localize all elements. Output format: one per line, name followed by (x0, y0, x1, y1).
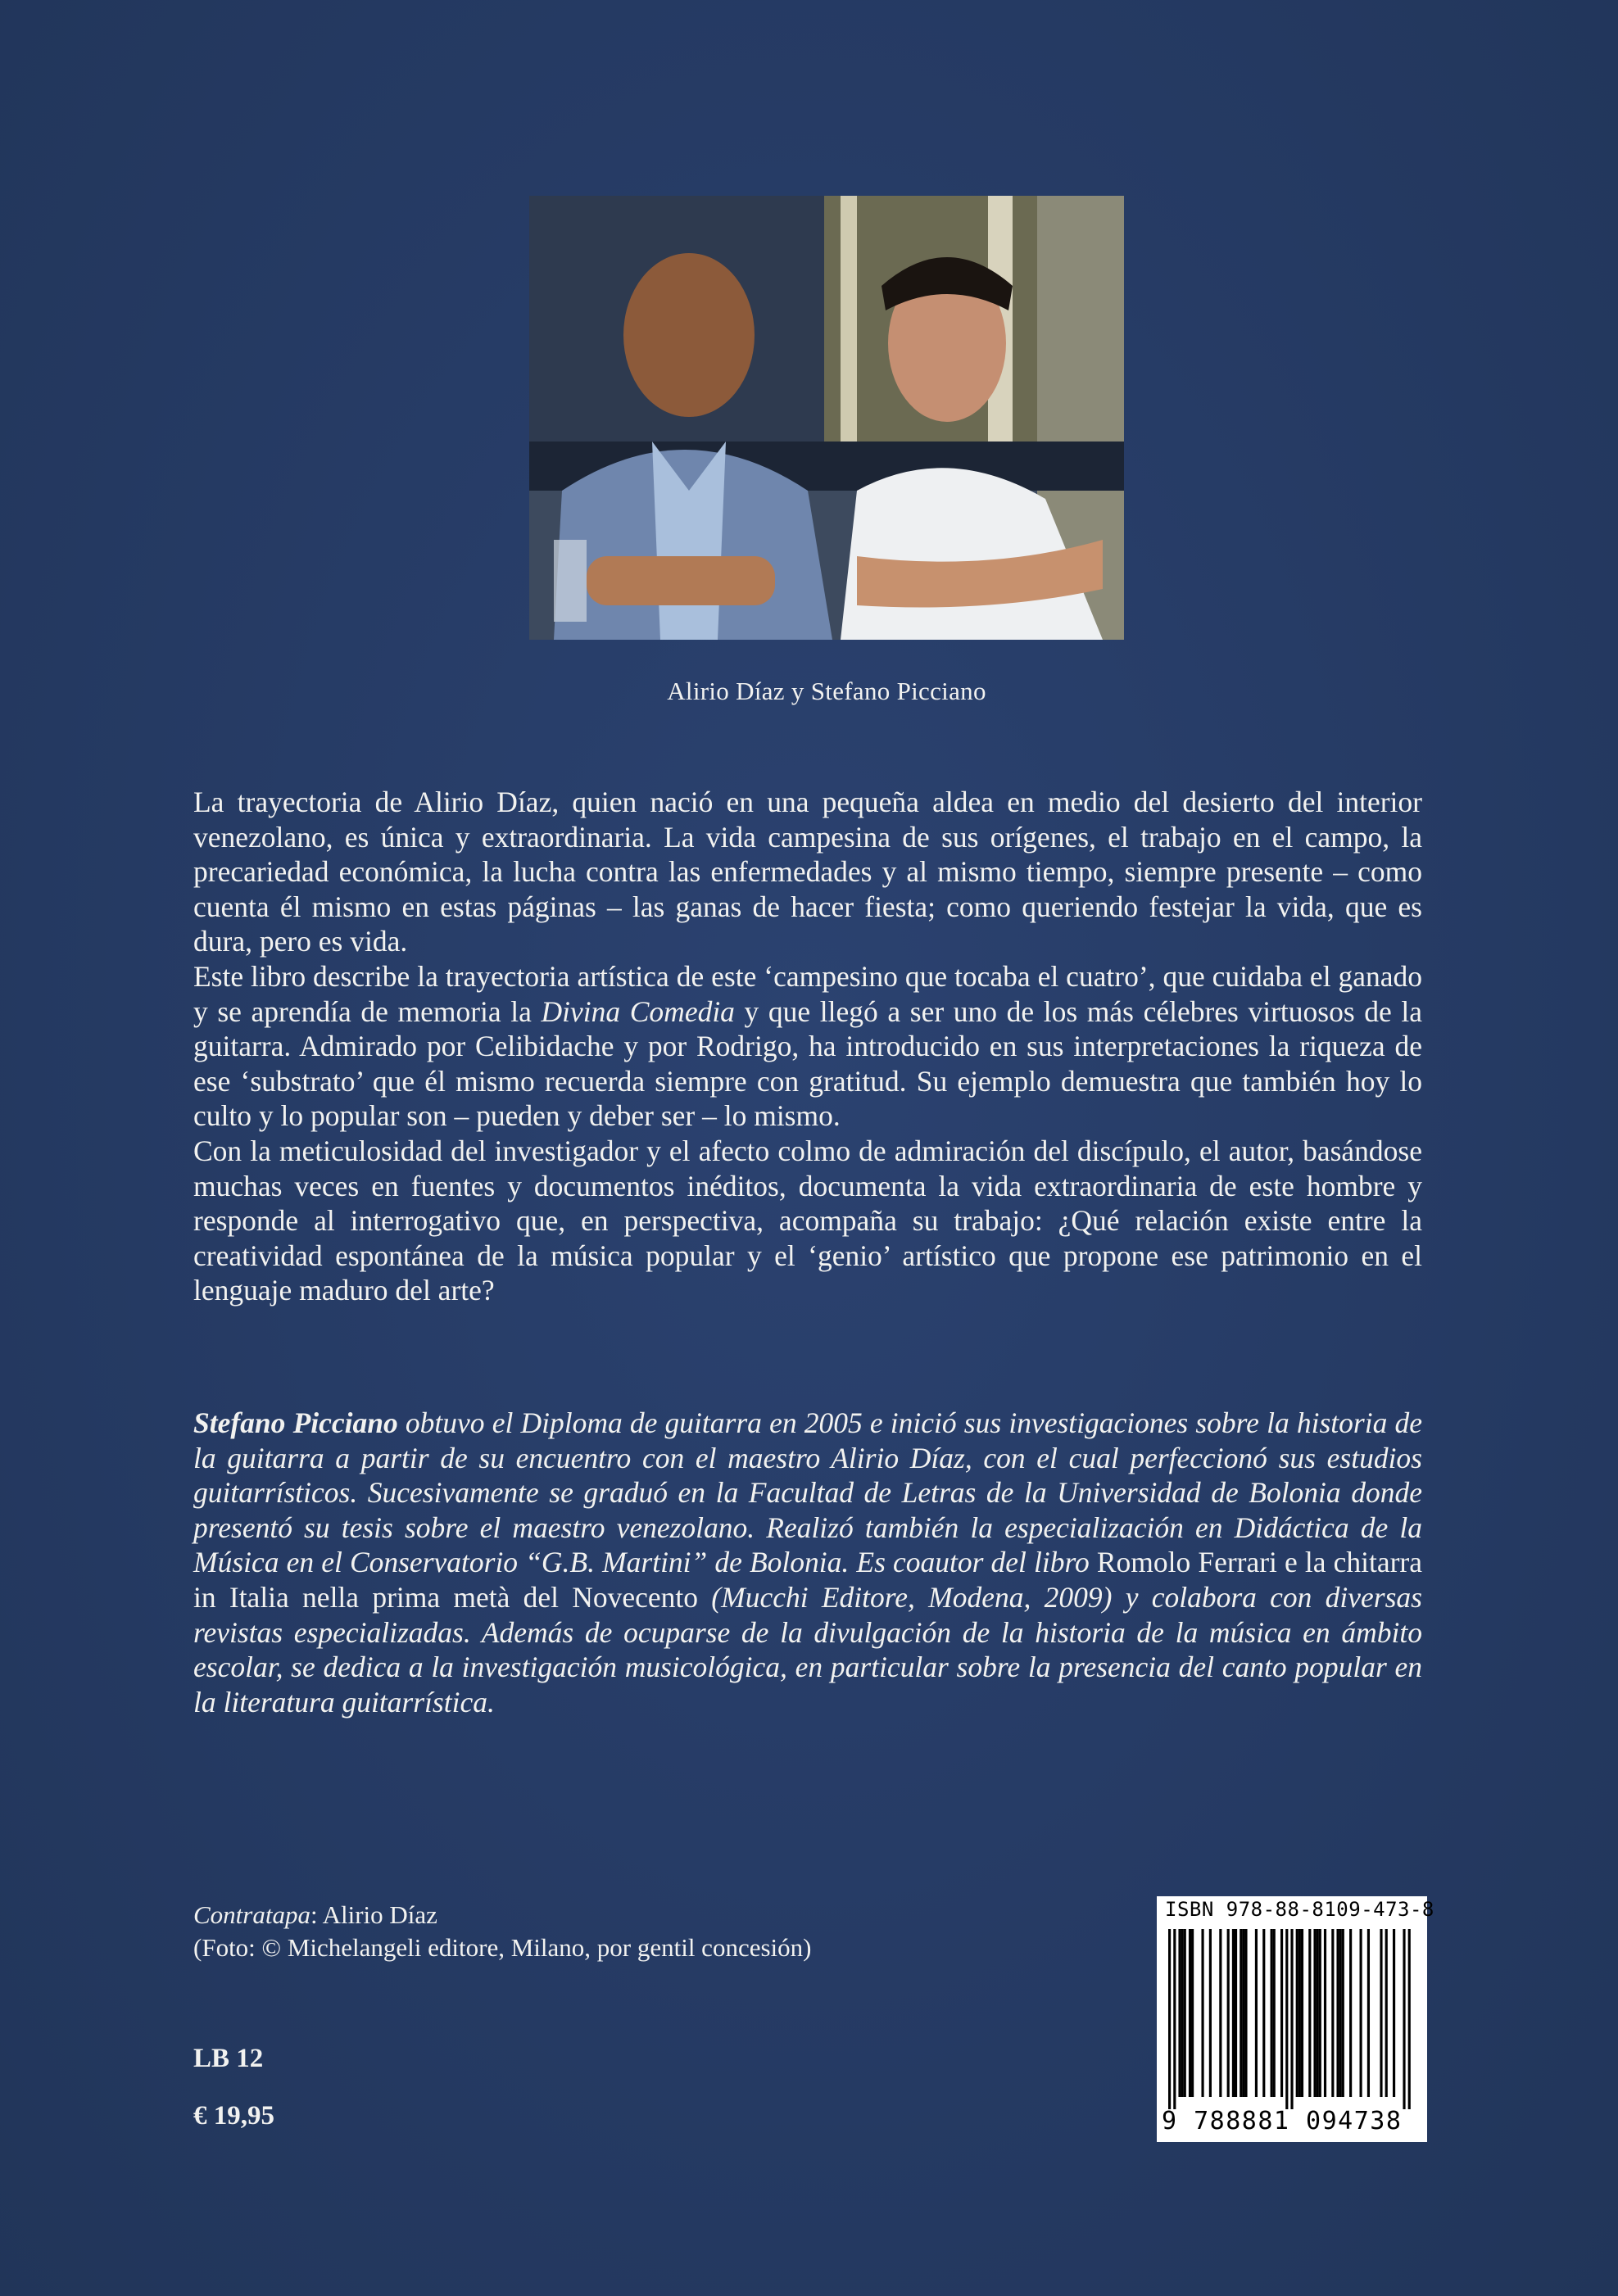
barcode-bar (1285, 1929, 1288, 2109)
barcode-bar (1240, 1929, 1242, 2097)
coauthored-book-title: Romolo Ferrari e la chitarra in Italia nella prima metà del Novecento (193, 1546, 1422, 1614)
price: € 19,95 (193, 2101, 274, 2131)
barcode-bar (1219, 1929, 1221, 2097)
barcode-bar (1178, 1929, 1181, 2097)
barcode-bar (1331, 1929, 1334, 2097)
barcode-bars (1160, 1929, 1424, 2109)
barcode-bar (1385, 1929, 1388, 2097)
barcode-bar (1339, 1929, 1342, 2097)
barcode-bar (1189, 1929, 1191, 2097)
barcode-bar (1408, 1929, 1411, 2109)
barcode-bar (1227, 1929, 1230, 2097)
description-paragraph-3: Con la meticulosidad del investigador y el afecto colmo de admiración del discípulo, el autor, basándose muchas veces en fuentes y documentos inéditos, documenta la vida extraordinaria de este hombre y responde al interrogativo que, en perspectiva, acompaña su trabajo: ¿Qué relación existe entre la creatividad espontánea de la música popular y el ‘genio’ artístico que propone ese patrimonio en el lenguaje maduro del arte? (193, 1134, 1422, 1307)
barcode-bar (1380, 1929, 1382, 2097)
barcode-bar (1242, 1929, 1244, 2097)
divina-comedia-title: Divina Comedia (541, 994, 735, 1028)
barcode-bar (1342, 1929, 1344, 2097)
barcode-bar (1349, 1929, 1352, 2097)
barcode-bar (1298, 1929, 1301, 2097)
description-paragraph-1: La trayectoria de Alirio Díaz, quien nació en una pequeña aldea en medio del desierto del interior venezolano, es única y extraordinaria. La vida campesina de sus orígenes, el trabajo en el campo, la precariedad económica, la lucha contra las enfermedades y al mismo tiempo, siempre presente – como cuenta él mismo en estas páginas – las ganas de hacer fiesta; como queriendo festejar la vida, que es dura, pero es vida. (193, 786, 1422, 958)
barcode-bar (1336, 1929, 1339, 2097)
barcode-bar (1255, 1929, 1258, 2097)
barcode-bar (1317, 1929, 1319, 2097)
barcode-bar (1168, 1929, 1171, 2109)
ean-digits: 9 788881 094738 (1162, 2107, 1403, 2135)
barcode-bar (1280, 1929, 1283, 2097)
barcode-bar (1273, 1929, 1276, 2097)
book-description (193, 785, 1422, 1308)
barcode-bar (1367, 1929, 1370, 2097)
barcode-bar (1191, 1929, 1194, 2097)
photo-illustration (529, 196, 1124, 640)
description-paragraph-2: Este libro describe la trayectoria artística de este ‘campesino que tocaba el cuatro’, que cuidaba el ganado y se aprendía de memoria la Divina Comedia y que llegó a ser uno de los más célebres virtuosos de la guitarra. Admirado por Celibidache y por Rodrigo, ha introducido en sus interpretaciones la riqueza de ese ‘substrato’ que él mismo recuerda siempre con gratitud. Su ejemplo demuestra que también hoy lo culto y lo popular son – pueden y deber ser – lo mismo. (193, 959, 1422, 1133)
barcode-bar (1232, 1929, 1235, 2097)
barcode-bar (1173, 1929, 1176, 2109)
barcode-bar (1301, 1929, 1303, 2097)
barcode-bar (1403, 1929, 1405, 2109)
back-cover-credit: Contratapa: Alirio Díaz (193, 1900, 437, 1929)
barcode-bar (1235, 1929, 1237, 2097)
barcode-bar (1181, 1929, 1184, 2097)
barcode-bar (1201, 1929, 1203, 2097)
barcode-bar (1324, 1929, 1326, 2097)
isbn-barcode (1157, 1896, 1434, 2142)
barcode-bar (1296, 1929, 1298, 2097)
barcode-bar (1209, 1929, 1212, 2097)
cover-credits (193, 1899, 1013, 1964)
cover-photo (529, 196, 1124, 640)
barcode-bar (1271, 1929, 1273, 2097)
barcode-bar (1244, 1929, 1247, 2097)
barcode-bar (1184, 1929, 1186, 2097)
barcode-bar (1319, 1929, 1321, 2097)
isbn-label: ISBN 978-88-8109-473-8 (1165, 1898, 1434, 1921)
barcode-bar (1308, 1929, 1311, 2097)
barcode-bar (1290, 1929, 1293, 2109)
barcode-bar (1313, 1929, 1316, 2097)
photo-caption: Alirio Díaz y Stefano Picciano (667, 677, 986, 705)
author-bio: Stefano Picciano obtuvo el Diploma de guitarra en 2005 e inició sus investigaciones sobre la historia de la guitarra a partir de su encuentro con el maestro Alirio Díaz, con el cual perfeccionó sus estudios guitarrísticos. Sucesivamente se graduó en la Facultad de Letras de la Universidad de Bolonia donde presentó su tesis sobre el maestro venezolano. Realizó también la especialización en Didáctica de la Música en el Conservatorio “G.B. Martini” de Bolonia. Es coautor del libro Romolo Ferrari e la chitarra in Italia nella prima metà del Novecento (Mucchi Editore, Modena, 2009) y colabora con diversas revistas especializadas. Además de ocuparse de la divulgación de la historia de la música en ámbito escolar, se dedica a la investigación musicológica, en particular sobre la presencia del canto popular en la literatura guitarrística. (193, 1406, 1423, 1719)
barcode-bar (1262, 1929, 1265, 2097)
barcode-bar (1360, 1929, 1362, 2097)
series-code: LB 12 (193, 2044, 264, 2073)
barcode-bar (1393, 1929, 1395, 2097)
photo-credit: (Foto: © Michelangeli editore, Milano, por gentil concesión) (193, 1933, 812, 1962)
author-name: Stefano Picciano (193, 1406, 398, 1439)
